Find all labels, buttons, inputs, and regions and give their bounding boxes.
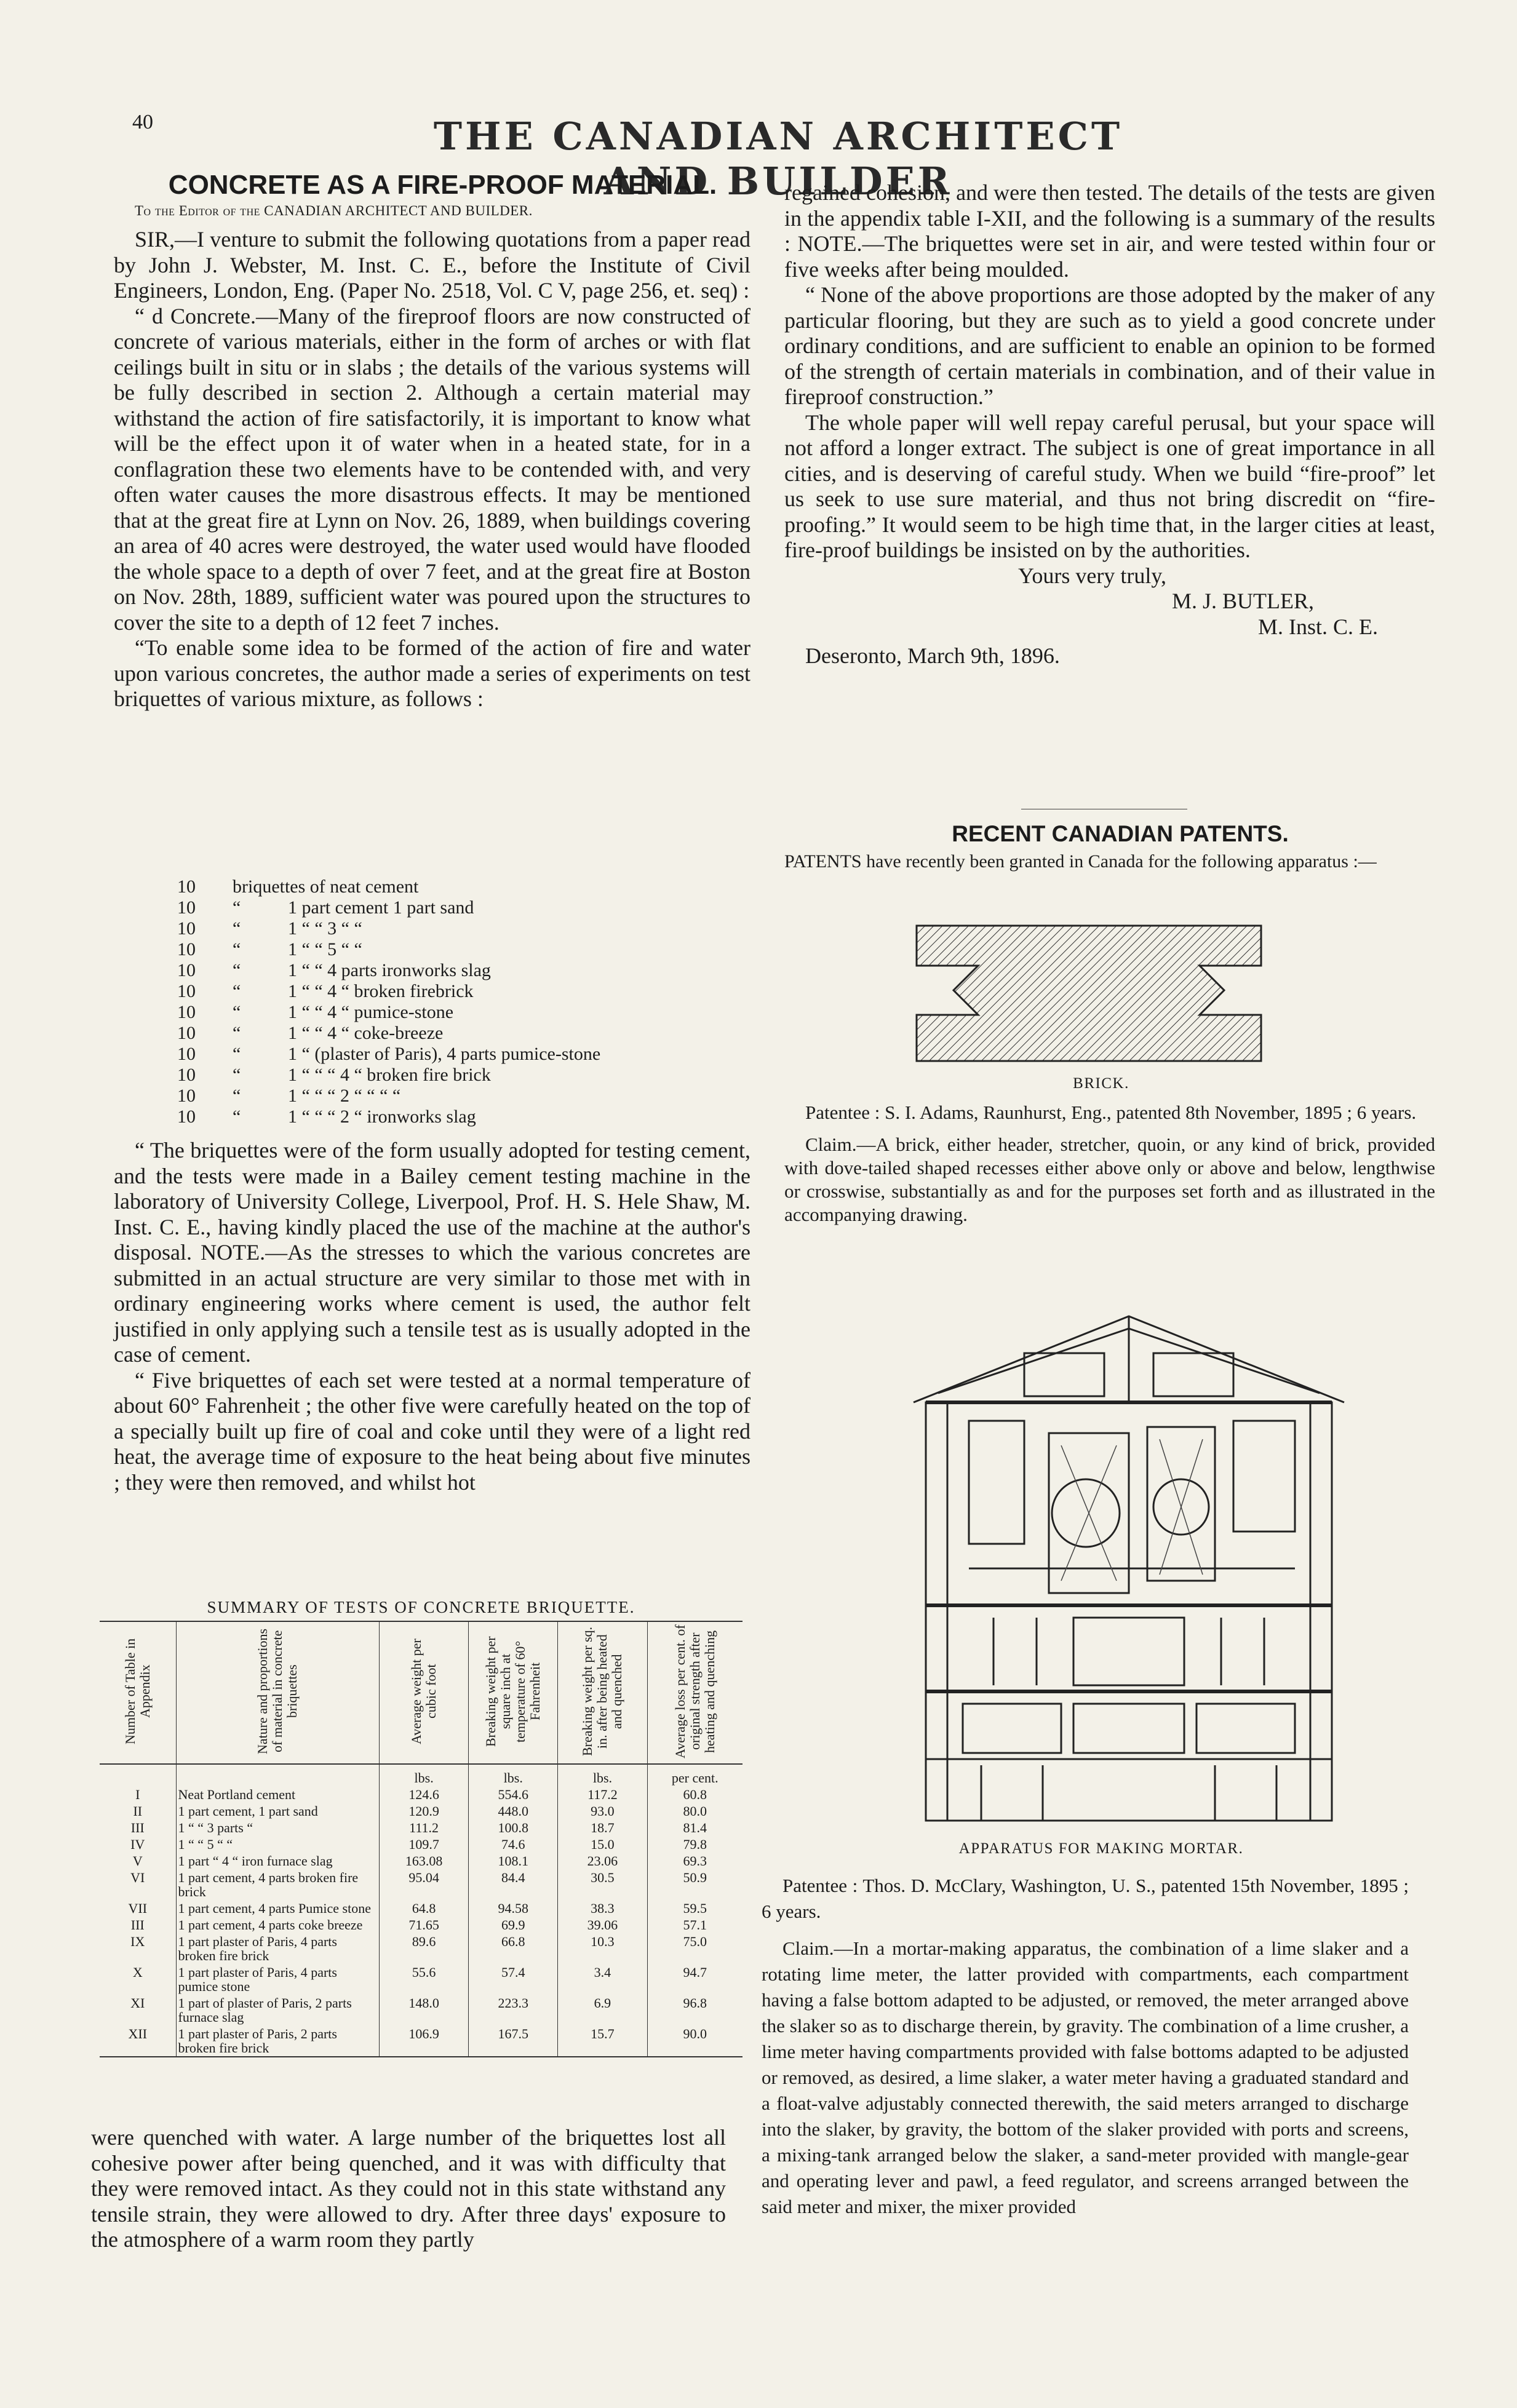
signature-title: M. Inst. C. E. <box>1258 614 1379 639</box>
table-cell: 1 part cement, 4 parts broken fire brick <box>176 1869 379 1900</box>
table-cell: XI <box>130 1995 145 2011</box>
table-cell: 23.06 <box>558 1853 647 1869</box>
mixture-cell: 10 <box>177 1002 196 1022</box>
table-cell: 71.65 <box>380 1917 469 1933</box>
table-cell: 111.2 <box>380 1819 469 1836</box>
mixture-cell: 1 “ “ 4 parts ironworks slag <box>288 960 491 980</box>
mixture-cell: 1 “ (plaster of Paris), 4 parts pumice-stone <box>288 1044 601 1064</box>
table-cell: 66.8 <box>469 1933 558 1964</box>
mixture-cell: 1 “ “ 4 “ coke-breeze <box>288 1023 444 1043</box>
mixture-row <box>177 1023 762 1044</box>
table-cell: 1 part plaster of Paris, 4 parts broken fire brick <box>176 1933 379 1964</box>
paragraph: “To enable some idea to be formed of the action of fire and water upon various concretes, the author made a series of experiments on test briquettes of various mixture, as follows : <box>114 635 751 711</box>
table-row <box>100 1819 743 1836</box>
paragraph: “ The briquettes were of the form usually adopted for testing cement, and the tests were made in a Bailey cement testing machine in the laboratory of University College, Liverpool, Prof. H. S. Hele Shaw, M. Inst. C. E., having kindly placed the use of the machine at the author's disposal. NOTE.—As the stresses to which the various concretes are submitted in an actual structure are very similar to those met with in ordinary engineering works where cement is used, the author felt justified in only applying such a tensile test as is usually adopted in the case of cement. <box>114 1138 751 1367</box>
table-cell: 80.0 <box>647 1803 743 1819</box>
table-cell: 106.9 <box>380 2025 469 2057</box>
table-row <box>100 1995 743 2025</box>
table-cell: 59.5 <box>647 1900 743 1917</box>
col-header: Breaking weight per square inch at temperature of 60° Fahrenheit <box>469 1621 558 1764</box>
table-cell: 69.9 <box>469 1917 558 1933</box>
mixture-cell: “ <box>233 897 241 918</box>
table-cell: 223.3 <box>469 1995 558 2025</box>
mixture-cell: 10 <box>177 1023 196 1043</box>
table-cell: 108.1 <box>469 1853 558 1869</box>
table-row <box>100 1869 743 1900</box>
mixture-cell: 1 “ “ 4 “ broken firebrick <box>288 981 474 1001</box>
table-cell: 64.8 <box>380 1900 469 1917</box>
article-left-column <box>114 172 751 712</box>
table-cell: III <box>130 1820 145 1835</box>
mixture-row <box>177 1044 762 1065</box>
table-cell: 6.9 <box>558 1995 647 2025</box>
mixture-row <box>177 876 762 897</box>
table-cell: 554.6 <box>469 1786 558 1803</box>
table-cell: 117.2 <box>558 1786 647 1803</box>
col-header: Breaking weight per sq. in. after being heated and quenched <box>558 1621 647 1764</box>
article-title: CONCRETE AS A FIRE-PROOF MATERIAL. <box>168 170 717 200</box>
table-cell: 96.8 <box>647 1995 743 2025</box>
table-cell: 10.3 <box>558 1933 647 1964</box>
paragraph: The whole paper will well repay careful perusal, but your space will not afford a longer extract. The subject is one of great importance in all cities, and is deserving of careful study. When we build “fire-proof” let us seek to use sure material, and thus not bring discredit on “fire-proofing.” It would seem to be high time that, in the larger cities at least, fire-proof buildings be insisted on by the authorities. <box>784 410 1435 562</box>
table-cell: 79.8 <box>647 1836 743 1853</box>
mixture-cell: “ <box>233 960 241 980</box>
mixture-cell: 10 <box>177 981 196 1001</box>
table-cell: III <box>130 1917 145 1933</box>
table-cell: 109.7 <box>380 1836 469 1853</box>
mixture-row <box>177 1065 762 1086</box>
table-cell: 95.04 <box>380 1869 469 1900</box>
mixture-row <box>177 1086 762 1107</box>
table-cell: 69.3 <box>647 1853 743 1869</box>
mixture-cell: “ <box>233 918 241 939</box>
table-cell: Neat Portland cement <box>176 1786 379 1803</box>
table-cell: 448.0 <box>469 1803 558 1819</box>
table-row <box>100 1900 743 1917</box>
mixture-cell: 1 “ “ “ 2 “ “ “ “ <box>288 1086 401 1106</box>
table-cell: I <box>135 1787 140 1802</box>
table-cell: XII <box>100 2025 176 2057</box>
mixture-cell: 1 “ “ “ 2 “ ironworks slag <box>288 1107 476 1127</box>
mortar-apparatus-illustration <box>901 1310 1356 1827</box>
table-cell: 163.08 <box>380 1853 469 1869</box>
mixture-cell: “ <box>233 939 241 960</box>
table-cell: 89.6 <box>380 1933 469 1964</box>
table-cell: 15.0 <box>558 1836 647 1853</box>
mixture-row <box>177 939 762 960</box>
mixture-cell: 10 <box>177 1107 196 1127</box>
paragraph: “ None of the above proportions are those adopted by the maker of any particular flooring, but they are such as to yield a good concrete under ordinary conditions, and are sufficient to enable an opinion to be formed of the strength of certain materials in combination, and of their value in fireproof construction.” <box>784 282 1435 409</box>
mixture-cell: 1 “ “ 4 “ pumice-stone <box>288 1002 454 1022</box>
table-cell: IX <box>130 1934 145 1949</box>
unit-cell <box>176 1764 379 1786</box>
table-cell: 60.8 <box>647 1786 743 1803</box>
table-cell: 84.4 <box>469 1869 558 1900</box>
table-cell: VII <box>128 1901 148 1916</box>
table-row <box>100 1786 743 1803</box>
unit-cell <box>100 1764 176 1786</box>
table-cell: 94.58 <box>469 1900 558 1917</box>
page-number: 40 <box>132 111 153 133</box>
unit-cell: lbs. <box>558 1764 647 1786</box>
signature-name: M. J. BUTLER, <box>1172 589 1315 613</box>
table-cell: 75.0 <box>647 1933 743 1964</box>
col-header: Average loss per cent. of original strength after heating and quenching <box>647 1621 743 1764</box>
mixture-cell: “ <box>233 1044 241 1064</box>
article-left-column-mid <box>114 1138 751 1495</box>
table-cell: 38.3 <box>558 1900 647 1917</box>
mixture-row <box>177 897 762 918</box>
mixture-cell: 1 part cement 1 part sand <box>288 897 474 918</box>
mixture-cell: 10 <box>177 1065 196 1085</box>
table-cell: 30.5 <box>558 1869 647 1900</box>
mortar-caption: APPARATUS FOR MAKING MORTAR. <box>958 1840 1244 1857</box>
table-row <box>100 1964 743 1995</box>
table-cell: 55.6 <box>380 1964 469 1995</box>
mixture-cell: “ <box>233 981 241 1001</box>
table-cell: VI <box>130 1870 145 1885</box>
mixture-cell: 1 “ “ 3 “ “ <box>288 918 362 939</box>
table-cell: 3.4 <box>558 1964 647 1995</box>
table-cell: 1 part plaster of Paris, 2 parts broken fire brick <box>176 2025 379 2057</box>
mixture-cell: briquettes of neat cement <box>233 876 419 897</box>
mixture-cell: 10 <box>177 918 196 939</box>
table-cell: 1 part cement, 4 parts Pumice stone <box>176 1900 379 1917</box>
brick-illustration <box>914 920 1264 1067</box>
table-cell: 74.6 <box>469 1836 558 1853</box>
mixture-cell: “ <box>233 1107 241 1127</box>
to-editor-line: To the Editor of the CANADIAN ARCHITECT AND BUILDER. <box>135 202 533 218</box>
table-cell: 81.4 <box>647 1819 743 1836</box>
table-cell: 50.9 <box>647 1869 743 1900</box>
table-cell: 94.7 <box>647 1964 743 1995</box>
table-title: SUMMARY OF TESTS OF CONCRETE BRIQUETTE. <box>207 1598 635 1616</box>
mixture-cell: “ <box>233 1086 241 1106</box>
table-cell: 167.5 <box>469 2025 558 2057</box>
mixture-cell: “ <box>233 1065 241 1085</box>
mixture-cell: 10 <box>177 1044 196 1064</box>
paragraph: regained cohesion, and were then tested. The details of the tests are given in the appendix table I-XII, and the following is a summary of the results : NOTE.—The briquettes were set in air, and were tested within four or five weeks after being moulded. <box>784 180 1435 282</box>
mixture-cell: 10 <box>177 960 196 980</box>
table-cell: 1 part “ 4 “ iron furnace slag <box>176 1853 379 1869</box>
unit-cell: per cent. <box>647 1764 743 1786</box>
brick-caption: BRICK. <box>1073 1075 1129 1092</box>
patents-section <box>784 821 1435 872</box>
table-row <box>100 1853 743 1869</box>
place-date: Deseronto, March 9th, 1896. <box>805 643 1060 668</box>
table-cell: 148.0 <box>380 1995 469 2025</box>
masthead: THE CANADIAN ARCHITECT AND BUILDER <box>433 114 1123 204</box>
brick-patent-text <box>784 1101 1435 1226</box>
table-cell: 15.7 <box>558 2025 647 2057</box>
mortar-patentee: Patentee : Thos. D. McClary, Washington, U. S., patented 15th November, 1895 ; 6 years. <box>762 1875 1409 1922</box>
mixture-cell: 1 “ “ 5 “ “ <box>288 939 362 960</box>
mixture-cell: 10 <box>177 897 196 918</box>
table-cell: 1 part cement, 4 parts coke breeze <box>176 1917 379 1933</box>
mixture-cell: 10 <box>177 1086 196 1106</box>
table-row <box>100 1917 743 1933</box>
mixture-cell: 1 “ “ “ 4 “ broken fire brick <box>288 1065 491 1085</box>
table-cell: 39.06 <box>558 1917 647 1933</box>
brick-claim: Claim.—A brick, either header, stretcher, quoin, or any kind of brick, provided with dove-tailed shaped recesses either above only or above and below, lengthwise or crosswise, substantially as and for the purposes set forth and as illustrated in the accompanying drawing. <box>784 1134 1435 1225</box>
patents-title: RECENT CANADIAN PATENTS. <box>952 821 1289 846</box>
mixture-cell: 10 <box>177 876 196 897</box>
mixture-row <box>177 981 762 1002</box>
mixture-row <box>177 960 762 981</box>
article-left-column-bottom <box>91 2125 726 2253</box>
paragraph: “ d Concrete.—Many of the fireproof floors are now constructed of concrete of various materials, either in the form of arches or with flat ceilings built in situ or in slabs ; the details of the various systems will be fully described in section 2. Although a certain material may withstand the action of fire satisfactorily, it is important to know what will be the effect upon it of water when in a heated state, for in a conflagration these two elements have to be contended with, and very often water causes the more disastrous effects. It may be mentioned that at the great fire at Lynn on Nov. 26, 1889, when buildings covering an area of 40 acres were destroyed, the water used would have flooded the whole space to a depth of over 7 feet, and at the great fire at Boston on Nov. 28th, 1889, sufficient water was poured upon the structures to cover the site to a depth of 12 feet 7 inches. <box>114 303 751 635</box>
paragraph: “ Five briquettes of each set were tested at a normal temperature of about 60° Fahrenheit ; the other five were carefully heated on the top of a specially built up fire of coal and coke until they were of a light red heat, the average time of exposure to the heat being about five minutes ; they were then removed, and whilst hot <box>114 1367 751 1495</box>
table-cell: 1 part of plaster of Paris, 2 parts furnace slag <box>176 1995 379 2025</box>
mixture-row <box>177 1002 762 1023</box>
article-right-column <box>784 180 1435 669</box>
table-row <box>100 1933 743 1964</box>
table-row <box>100 2025 743 2057</box>
patents-intro: PATENTS have recently been granted in Canada for the following apparatus :— <box>784 851 1377 872</box>
unit-cell: lbs. <box>380 1764 469 1786</box>
paragraph: SIR,—I venture to submit the following quotations from a paper read by John J. Webster, M. Inst. C. E., before the Institute of Civil Engineers, London, Eng. (Paper No. 2518, Vol. C V, page 256, et. seq) : <box>114 227 751 303</box>
mixture-list <box>177 876 762 1127</box>
table-cell: V <box>132 1853 143 1869</box>
table-cell: X <box>132 1965 143 1980</box>
table-cell: II <box>133 1803 143 1819</box>
table-cell: 100.8 <box>469 1819 558 1836</box>
mixture-cell: “ <box>233 1023 241 1043</box>
table-cell: 1 “ “ 5 “ “ <box>176 1836 379 1853</box>
table-cell: 1 “ “ 3 parts “ <box>176 1819 379 1836</box>
table-cell: 57.4 <box>469 1964 558 1995</box>
paragraph: were quenched with water. A large number of the briquettes lost all cohesive power after being quenched, and it was with difficulty that they were removed intact. As they could not in this state withstand any tensile strain, they were allowed to dry. After three days' exposure to the atmosphere of a warm room they partly <box>91 2125 726 2252</box>
mortar-patent-text <box>762 1873 1409 2220</box>
table-cell: 90.0 <box>647 2025 743 2057</box>
summary-table <box>100 1598 743 2057</box>
table-cell: 1 part plaster of Paris, 4 parts pumice stone <box>176 1964 379 1995</box>
closing: Yours very truly, <box>1018 563 1167 588</box>
col-header: Average weight per cubic foot <box>380 1621 469 1764</box>
table-cell: 57.1 <box>647 1917 743 1933</box>
mixture-row <box>177 1107 762 1127</box>
col-header: Nature and proportions of material in concrete briquettes <box>176 1621 379 1764</box>
table-cell: 1 part cement, 1 part sand <box>176 1803 379 1819</box>
table-cell: 93.0 <box>558 1803 647 1819</box>
table-cell: IV <box>130 1837 145 1852</box>
table-cell: 124.6 <box>380 1786 469 1803</box>
mixture-cell: 10 <box>177 939 196 960</box>
table-row <box>100 1836 743 1853</box>
mortar-claim: Claim.—In a mortar-making apparatus, the combination of a lime slaker and a rotating lime meter, the latter provided with compartments, each compartment having a false bottom adapted to be adjusted, or removed, the meter arranged above the slaker so as to discharge therein, by gravity. The combination of a lime crusher, a lime meter having compartments provided with false bottoms adapted to be adjusted or removed, as desired, a lime slaker, a water meter having a graduated standard and a float-valve adjustably connected therewith, the said meters arranged to discharge into the slaker, by gravity, the bottom of the slaker provided with ports and screens, a mixing-tank arranged below the slaker, a sand-meter provided with mangle-gear and operating lever and pawl, a feed regulator, and screens arranged between the said meter and mixer, the mixer provided <box>762 1937 1409 2217</box>
table-row <box>100 1803 743 1819</box>
mixture-cell: “ <box>233 1002 241 1022</box>
col-header: Number of Table in Appendix <box>100 1621 176 1764</box>
table-cell: 120.9 <box>380 1803 469 1819</box>
table-cell: 18.7 <box>558 1819 647 1836</box>
unit-cell: lbs. <box>469 1764 558 1786</box>
brick-patentee: Patentee : S. I. Adams, Raunhurst, Eng., patented 8th November, 1895 ; 6 years. <box>805 1102 1417 1123</box>
mixture-row <box>177 918 762 939</box>
